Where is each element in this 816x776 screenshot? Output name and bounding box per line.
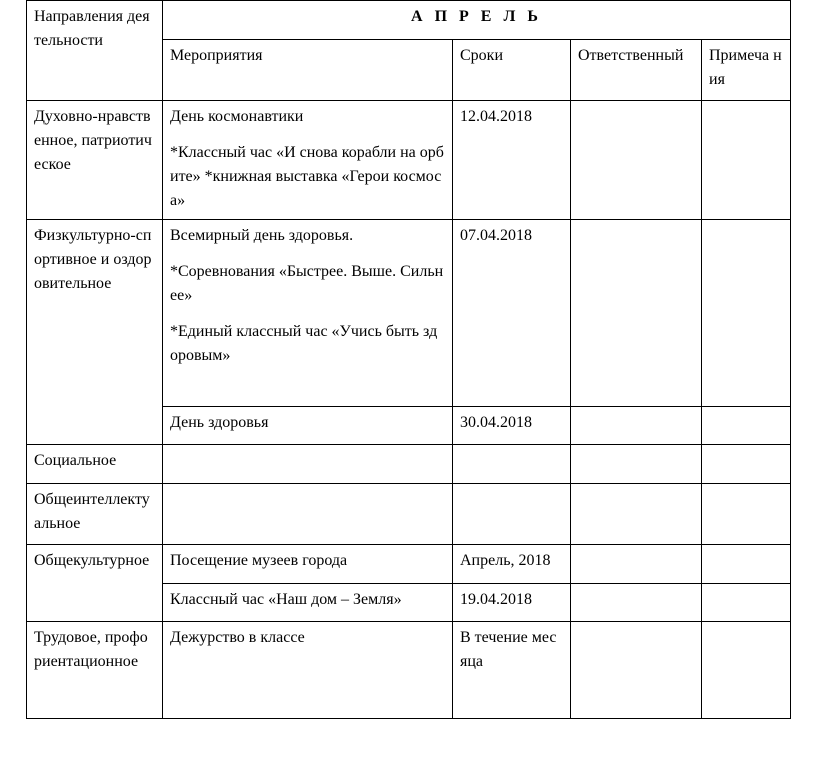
responsible-cell-social [571, 445, 702, 484]
direction-cell-intellectual [27, 484, 163, 545]
date-sport: 07.04.2018 [460, 227, 532, 244]
date-cell-spiritual [453, 101, 571, 220]
event-cultural-2: Классный час «Наш дом – Земля» [170, 591, 402, 608]
direction-label-sport: Физкультурно-спортивное и оздоровительное [34, 227, 152, 292]
direction-label-spiritual: Духовно-нравственное, патриотическое [34, 108, 152, 173]
events-cell-cultural [163, 545, 453, 584]
month-title: А П Р Е Л Ь [411, 8, 542, 25]
header-direction-label: Направления деятельности [34, 8, 150, 49]
direction-cell-social [27, 445, 163, 484]
table-row-labor [27, 622, 791, 719]
date-labor: В течение месяца [460, 629, 557, 670]
date-cell-cultural [453, 545, 571, 584]
column-header-events [163, 40, 453, 101]
direction-cell-cultural [27, 545, 163, 622]
table-row-social [27, 445, 791, 484]
events-cell-intellectual [163, 484, 453, 545]
event-title-sport: Всемирный день здоровья. [170, 227, 354, 244]
direction-label-social: Социальное [34, 452, 117, 469]
direction-cell-labor [27, 622, 163, 719]
notes-cell-intellectual [702, 484, 791, 545]
responsible-cell-cultural [571, 545, 702, 584]
notes-cell-sport [702, 220, 791, 407]
column-header-responsible [571, 40, 702, 101]
notes-cell-sport-2 [702, 407, 791, 445]
column-header-notes [702, 40, 791, 101]
activity-plan-table [26, 0, 791, 719]
date-cultural-2: 19.04.2018 [460, 591, 532, 608]
events-cell-labor [163, 622, 453, 719]
notes-cell-cultural [702, 545, 791, 584]
event-detail-sport-1: *Соревнования «Быстрее. Выше. Сильнее» [170, 263, 444, 304]
events-cell-spiritual [163, 101, 453, 220]
direction-cell-spiritual [27, 101, 163, 220]
date-sport-2: 30.04.2018 [460, 414, 532, 431]
table-row-spiritual [27, 101, 791, 220]
date-cell-cultural-2 [453, 584, 571, 622]
responsible-cell-spiritual [571, 101, 702, 220]
table-row-sport [27, 220, 791, 407]
responsible-cell-intellectual [571, 484, 702, 545]
column-header-dates-label: Сроки [460, 47, 504, 64]
notes-cell-cultural-2 [702, 584, 791, 622]
responsible-cell-sport [571, 220, 702, 407]
events-cell-sport-2 [163, 407, 453, 445]
column-header-responsible-label: Ответственный [578, 47, 684, 64]
event-title-spiritual: День космонавтики [170, 108, 304, 125]
events-cell-cultural-2 [163, 584, 453, 622]
direction-label-labor: Трудовое, профориентационное [34, 629, 148, 670]
event-labor: Дежурство в классе [170, 629, 305, 646]
header-row-month [27, 1, 791, 40]
date-cultural-1: Апрель, 2018 [460, 552, 551, 569]
table-row-cultural [27, 545, 791, 584]
column-header-notes-label: Примеча ния [709, 47, 782, 88]
direction-cell-sport [27, 220, 163, 445]
events-cell-sport [163, 220, 453, 407]
table-row-intellectual [27, 484, 791, 545]
event-detail-sport-2: *Единый классный час «Учись быть здоровым» [170, 323, 438, 364]
responsible-cell-cultural-2 [571, 584, 702, 622]
header-direction-cell [27, 1, 163, 101]
responsible-cell-sport-2 [571, 407, 702, 445]
date-spiritual: 12.04.2018 [460, 108, 532, 125]
date-cell-labor [453, 622, 571, 719]
header-month-cell [163, 1, 791, 40]
event-detail-spiritual: *Классный час «И снова корабли на орбите» *книжная выставка «Герои космоса» [170, 144, 444, 209]
responsible-cell-labor [571, 622, 702, 719]
date-cell-sport-2 [453, 407, 571, 445]
notes-cell-labor [702, 622, 791, 719]
date-cell-intellectual [453, 484, 571, 545]
event-cultural-1: Посещение музеев города [170, 552, 348, 569]
direction-label-intellectual: Общеинтеллектуальное [34, 491, 150, 532]
direction-label-cultural: Общекультурное [34, 552, 150, 569]
events-cell-social [163, 445, 453, 484]
column-header-dates [453, 40, 571, 101]
event-title-sport-2: День здоровья [170, 414, 269, 431]
notes-cell-spiritual [702, 101, 791, 220]
date-cell-sport [453, 220, 571, 407]
date-cell-social [453, 445, 571, 484]
notes-cell-social [702, 445, 791, 484]
column-header-events-label: Мероприятия [170, 47, 263, 64]
